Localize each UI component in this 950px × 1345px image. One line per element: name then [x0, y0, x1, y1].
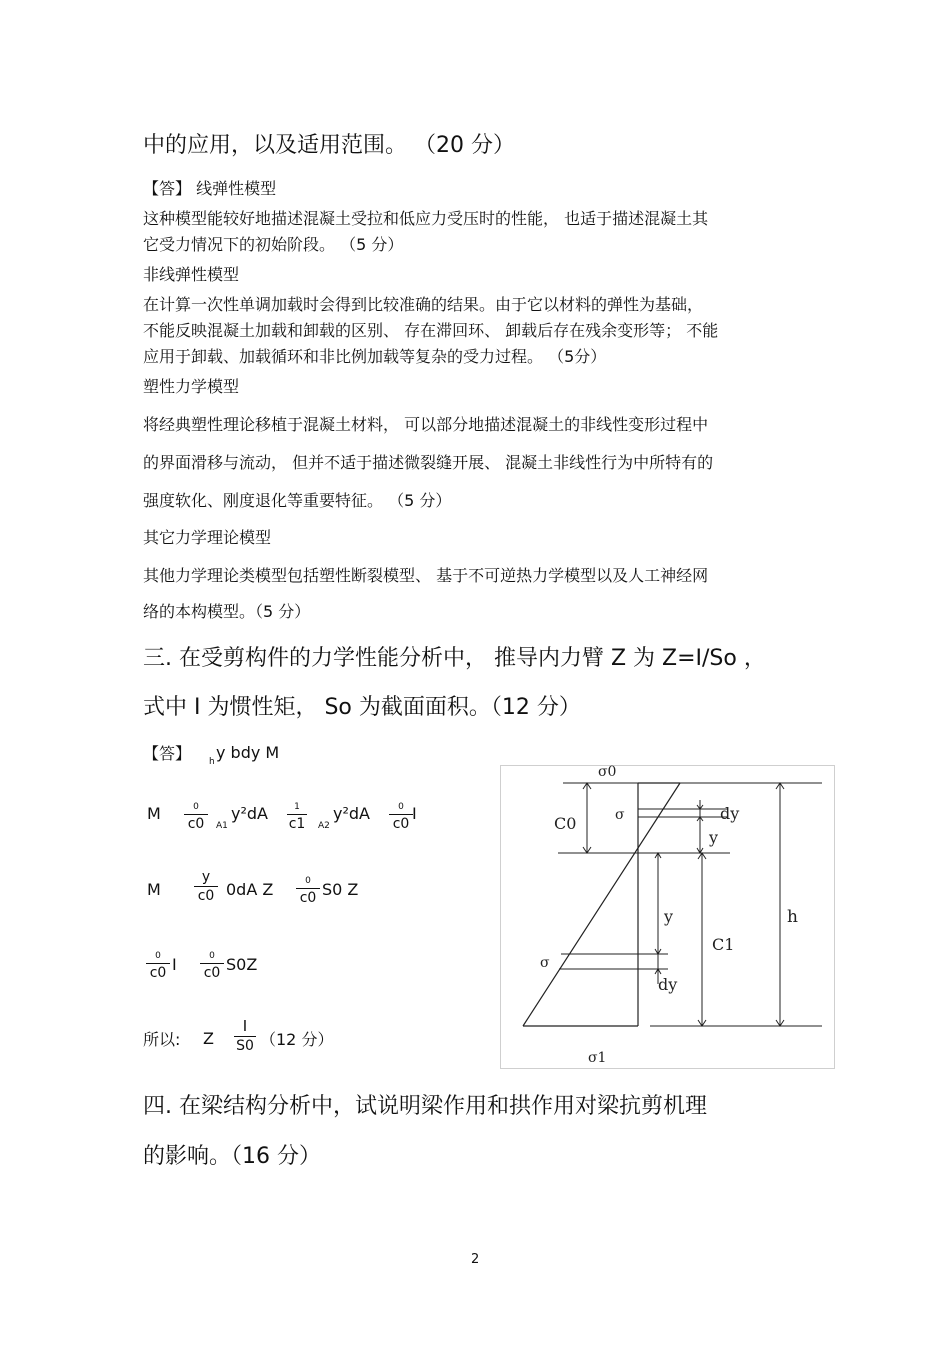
question-4-cont: 的影响。（16 分）: [143, 1144, 321, 1169]
fraction-numerator: 0: [155, 951, 161, 961]
fraction-denominator: c0: [203, 965, 221, 981]
label-c0: C0: [554, 814, 577, 833]
question-3: 三. 在受剪构件的力学性能分析中， 推导内力臂 Z 为 Z=I/So ，: [143, 646, 766, 671]
fraction: [194, 869, 218, 904]
formula-text: I: [172, 955, 177, 974]
formula-text: M: [147, 804, 161, 823]
label-dy-top: dy: [720, 804, 740, 823]
text-line: 络的本构模型。（5 分）: [143, 602, 311, 621]
fraction: [389, 802, 413, 832]
text-line: 其他力学理论类模型包括塑性断裂模型、 基于不可逆热力学模型以及人工神经网: [143, 566, 709, 585]
fraction-numerator: 0: [398, 802, 404, 812]
label-h: h: [787, 907, 798, 927]
fraction-numerator: I: [242, 1017, 248, 1035]
section-heading: 非线弹性模型: [143, 265, 240, 284]
text-line: 应用于卸载、加载循环和非比例加载等复杂的受力过程。 （5分）: [143, 347, 607, 366]
section-heading: 塑性力学模型: [143, 377, 240, 396]
text-line: 它受力情况下的初始阶段。 （5 分）: [143, 235, 404, 254]
text-line: 的界面滑移与流动， 但并不适于描述微裂缝开展、 混凝土非线性行为中所特有的: [143, 453, 714, 472]
text-line: 中的应用，以及适用范围。 （20 分）: [143, 133, 515, 158]
fraction-numerator: 1: [294, 802, 300, 812]
formula-text: y bdy M: [216, 743, 280, 762]
label-sigma-bottom: σ: [540, 955, 550, 971]
formula-text: y²dA: [333, 804, 370, 823]
formula-subscript: A2: [318, 821, 330, 831]
formula-text: Z: [203, 1029, 214, 1048]
fraction-denominator: c0: [299, 890, 317, 906]
fraction-numerator: 0: [305, 876, 311, 886]
formula-label: 所以:: [143, 1030, 181, 1049]
label-y-bottom: y: [664, 907, 674, 926]
fraction: [200, 951, 224, 981]
formula-text: S0 Z: [322, 880, 359, 899]
fraction: [184, 802, 208, 832]
formula-text: I: [412, 804, 417, 823]
text-line: 不能反映混凝土加载和卸载的区别、 存在滞回环、 卸载后存在残余变形等； 不能: [143, 321, 719, 340]
fraction-numerator: 0: [209, 951, 215, 961]
fraction-numerator: 0: [193, 802, 199, 812]
fraction-denominator: c0: [149, 965, 167, 981]
formula-subscript: A1: [216, 821, 228, 831]
fraction-numerator: y: [201, 869, 211, 885]
section-heading: 其它力学理论模型: [143, 528, 272, 547]
formula-text: y²dA: [231, 804, 268, 823]
fraction: [287, 802, 307, 832]
fraction-denominator: S0: [236, 1038, 254, 1054]
fraction: [234, 1018, 256, 1054]
formula-text: M: [147, 880, 161, 899]
label-y-top: y: [709, 828, 719, 847]
formula-answer-label: 【答】: [143, 744, 192, 763]
label-sigma-top: σ: [615, 807, 625, 823]
label-dy-bottom: dy: [658, 975, 678, 994]
score-label: （12 分）: [260, 1030, 334, 1049]
label-c1: C1: [712, 935, 735, 954]
page-number: 2: [471, 1252, 480, 1267]
text-line: 在计算一次性单调加载时会得到比较准确的结果。由于它以材料的弹性为基础，: [143, 295, 704, 314]
formula-text: S0Z: [226, 955, 258, 974]
text-line: 强度软化、刚度退化等重要特征。 （5 分）: [143, 491, 452, 510]
fraction: [296, 876, 320, 906]
formula-text: 0dA Z: [226, 880, 274, 899]
text-line: 将经典塑性理论移植于混凝土材料， 可以部分地描述混凝土的非线性变形过程中: [143, 415, 709, 434]
fraction-denominator: c0: [392, 816, 410, 832]
text-line: 这种模型能较好地描述混凝土受拉和低应力受压时的性能， 也适于描述混凝土其: [143, 209, 709, 228]
answer-heading: 【答】 线弹性模型: [143, 179, 277, 198]
fraction-denominator: c0: [187, 816, 205, 832]
question-3-cont: 式中 I 为惯性矩， So 为截面面积。（12 分）: [143, 695, 581, 720]
stress-diagonal: [523, 783, 680, 1026]
question-4: 四. 在梁结构分析中，试说明梁作用和拱作用对梁抗剪机理: [143, 1094, 707, 1119]
fraction: [146, 951, 170, 981]
fraction-denominator: c0: [197, 888, 215, 904]
label-sigma1: σ1: [588, 1050, 607, 1066]
label-sigma0: σ0: [598, 764, 617, 780]
fraction-denominator: c1: [288, 816, 306, 832]
stress-distribution-diagram: [500, 762, 836, 1070]
formula-subscript: h: [209, 757, 215, 767]
